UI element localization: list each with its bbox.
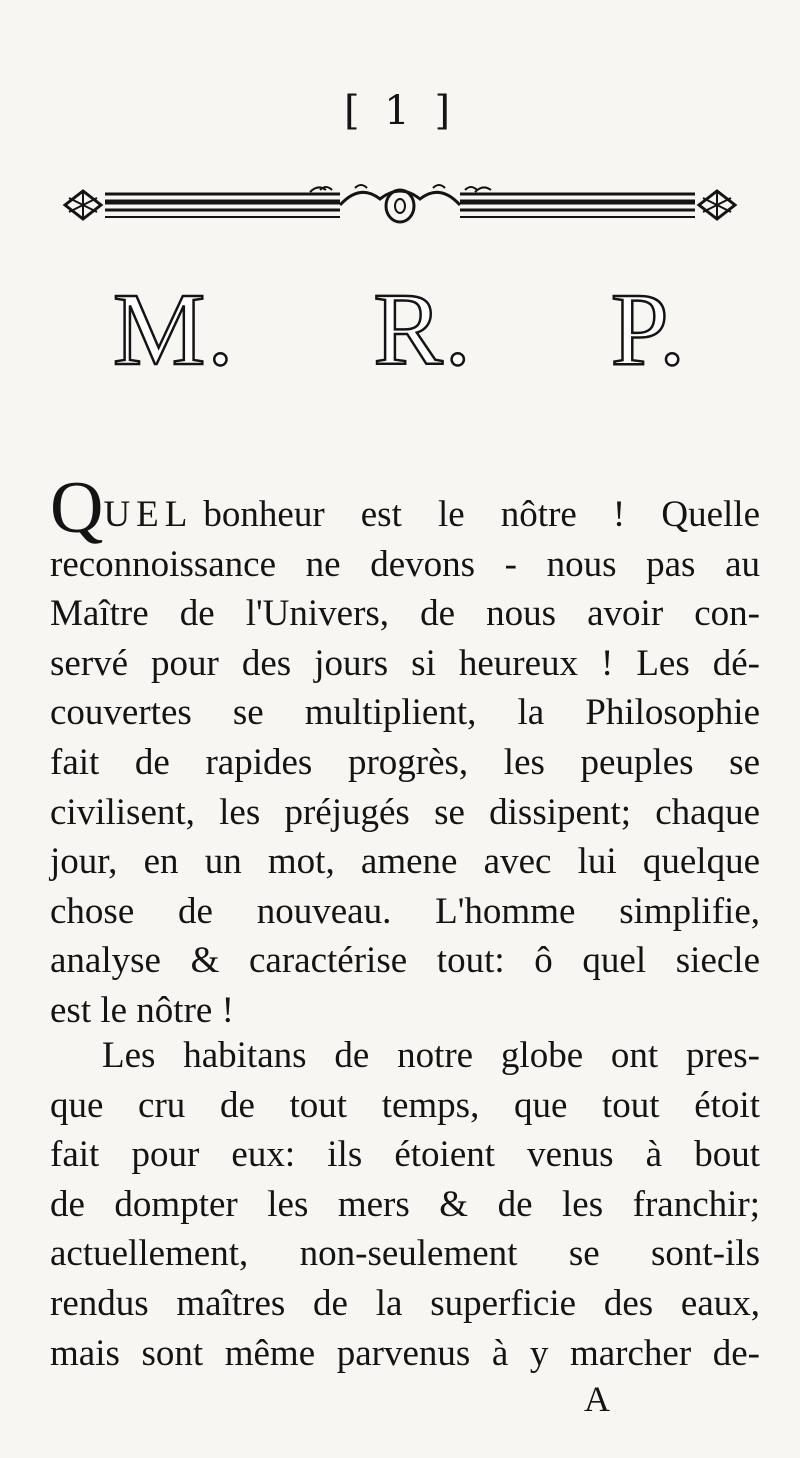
text-line: jour, en un mot, amene avec lui quelque [50, 841, 760, 883]
text-line: couvertes se multiplient, la Philosophie [50, 692, 760, 734]
paragraph-2 [50, 1031, 760, 1378]
text-line: fait de rapides progrès, les peuples se [50, 741, 760, 783]
first-line-text: bonheur est le nôtre ! Quelle [203, 494, 760, 535]
text-line: mais sont même parvenus à y marcher de- [50, 1332, 760, 1374]
text-line: servé pour des jours si heureux ! Les dé- [50, 642, 760, 684]
decorative-headpiece-ornament [55, 180, 745, 230]
text-line: fait pour eux: ils étoient venus à bout [50, 1134, 760, 1176]
text-line: rendus maîtres de la superficie des eaux, [50, 1282, 760, 1324]
text-line: civilisent, les préjugés se dissipent; chaque [50, 791, 760, 833]
small-caps-word: UEL [103, 494, 194, 535]
paragraph-1 [50, 467, 760, 1036]
text-line: Maître de l'Univers, de nous avoir con- [50, 593, 760, 635]
page-number: [ 1 ] [343, 88, 457, 134]
paragraph-1-first-line [50, 467, 760, 549]
text-line: analyse & caractérise tout: ô quel siecle [50, 940, 760, 982]
drop-cap: Q [50, 467, 104, 549]
text-line: reconnoissance ne devons - nous pas au [50, 543, 760, 585]
text-line: actuellement, non-seulement se sont-ils [50, 1233, 760, 1275]
title-heading: M. R. P. [112, 272, 688, 387]
text-line: chose de nouveau. L'homme simplifie, [50, 890, 760, 932]
text-line: est le nôtre ! [50, 989, 234, 1031]
signature-mark: A [584, 1379, 610, 1419]
text-line: que cru de tout temps, que tout étoit [50, 1084, 760, 1126]
text-line: de dompter les mers & de les franchir; [50, 1183, 760, 1225]
text-line: Les habitans de notre globe ont pres- [102, 1035, 760, 1076]
